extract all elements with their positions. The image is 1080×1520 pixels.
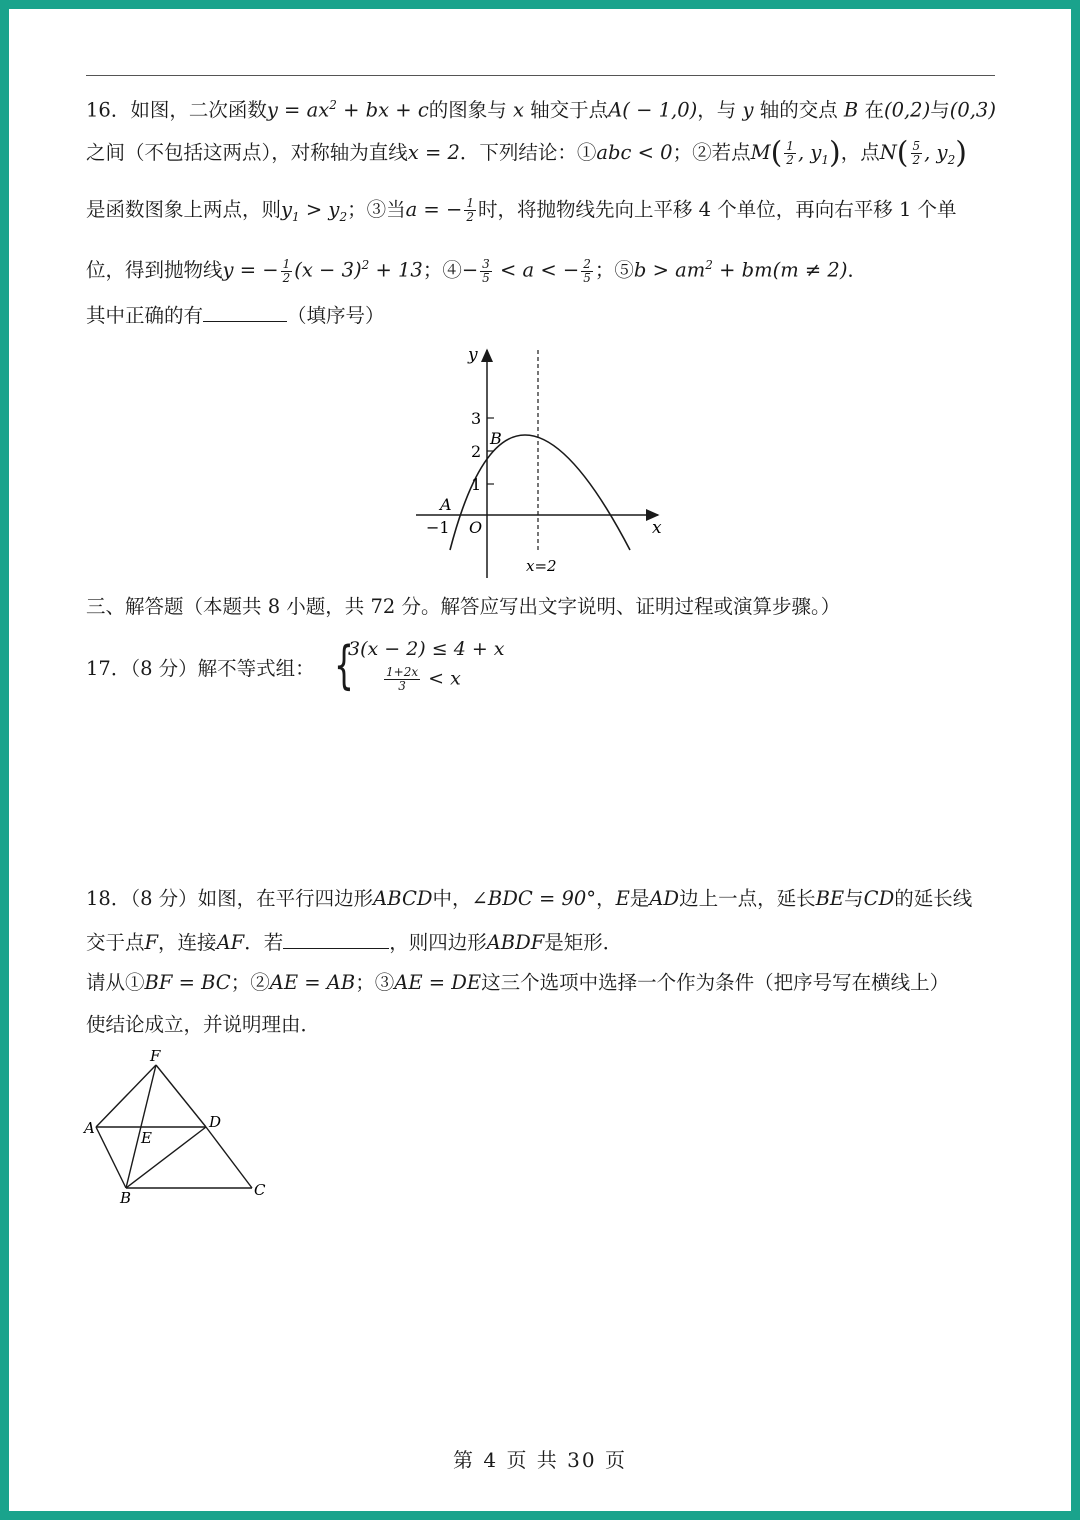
- q16-line-2: 之间（不包括这两点），对称轴为直线x = 2．下列结论：①abc < 0；②若点M( $\frac{1}{2}$ , $y_1$)，点N( $\frac{5}{2}$ , $y_2$): [86, 135, 967, 171]
- header-rule: [86, 75, 995, 76]
- tick-label-1: 1: [471, 475, 482, 494]
- q18-line-2: 交于点F，连接AF．若 ，则四边形ABDF是矩形．: [86, 926, 995, 958]
- origin-label: O: [469, 518, 483, 537]
- label-c: C: [254, 1181, 266, 1199]
- q16-line-5: 其中正确的有 （填序号）: [86, 299, 995, 331]
- edge-ab: [96, 1127, 126, 1188]
- edge-af: [96, 1065, 156, 1127]
- label-d: D: [209, 1113, 222, 1131]
- parabola-graph: [410, 340, 680, 585]
- section-3-heading: 三、解答题（本题共 8 小题，共 72 分。解答应写出文字说明、证明过程或演算步骤。）: [86, 595, 841, 618]
- q18-line-3: 请从①BF = BC；②AE = AB；③AE = DE这三个选项中选择一个作为条件（把序号写在横线上）: [86, 971, 950, 994]
- parallelogram-figure: [80, 1045, 280, 1210]
- page-footer: 第 4 页 共 30 页: [453, 1448, 627, 1472]
- label-f: F: [150, 1047, 161, 1065]
- edge-fd: [156, 1065, 206, 1127]
- q18-line-4: 使结论成立，并说明理由．: [86, 1013, 321, 1036]
- q16-line-3: 是函数图象上两点，则$y_1 > y_2$；③当a = − $\frac{1}{2}$ 时，将抛物线先向上平移 4 个单位，再向右平移 1 个单: [86, 196, 957, 224]
- edge-dc: [206, 1127, 252, 1188]
- label-b: B: [120, 1189, 132, 1207]
- q17-row-1: 3(x − 2) ≤ 4 + x: [348, 638, 505, 660]
- q17-label: 17．（8 分）解不等式组：: [86, 657, 315, 680]
- x-label: x: [652, 518, 662, 538]
- q18-line-1: 18．（8 分）如图，在平行四边形ABCD中，∠BDC = 90°，E是AD边上一点，延长BE与CD的延长线: [86, 887, 973, 910]
- label-e: E: [141, 1129, 152, 1147]
- symmetry-label: x=2: [526, 557, 557, 575]
- tick-label-neg1: −1: [426, 518, 450, 537]
- q16-line-4: 位，得到抛物线y = − $\frac{1}{2}$ $(x - 3)^2 + 13$；④− $\frac{3}{5}$ < a < − $\frac{2}{5}$ ；⑤b > $am^2 + bm(m \ne 2)$．: [86, 256, 867, 285]
- brace: {: [334, 636, 354, 696]
- q17-row-2: $\frac{1+2x}{3}$ < x: [386, 665, 461, 693]
- point-b-label: B: [490, 429, 502, 448]
- q18-answer-blank[interactable]: [283, 926, 389, 949]
- tick-label-2: 2: [471, 442, 482, 461]
- y-label: y: [468, 345, 478, 365]
- tick-label-3: 3: [471, 409, 482, 428]
- point-a-label: A: [440, 495, 452, 514]
- q16-line-1: 16．如图，二次函数$y = ax^2$ + bx + c的图象与 x 轴交于点A( − 1,0)，与 y 轴的交点 B 在(0,2)与(0,3): [86, 98, 996, 122]
- label-a: A: [84, 1119, 95, 1137]
- q16-answer-blank[interactable]: [203, 299, 287, 322]
